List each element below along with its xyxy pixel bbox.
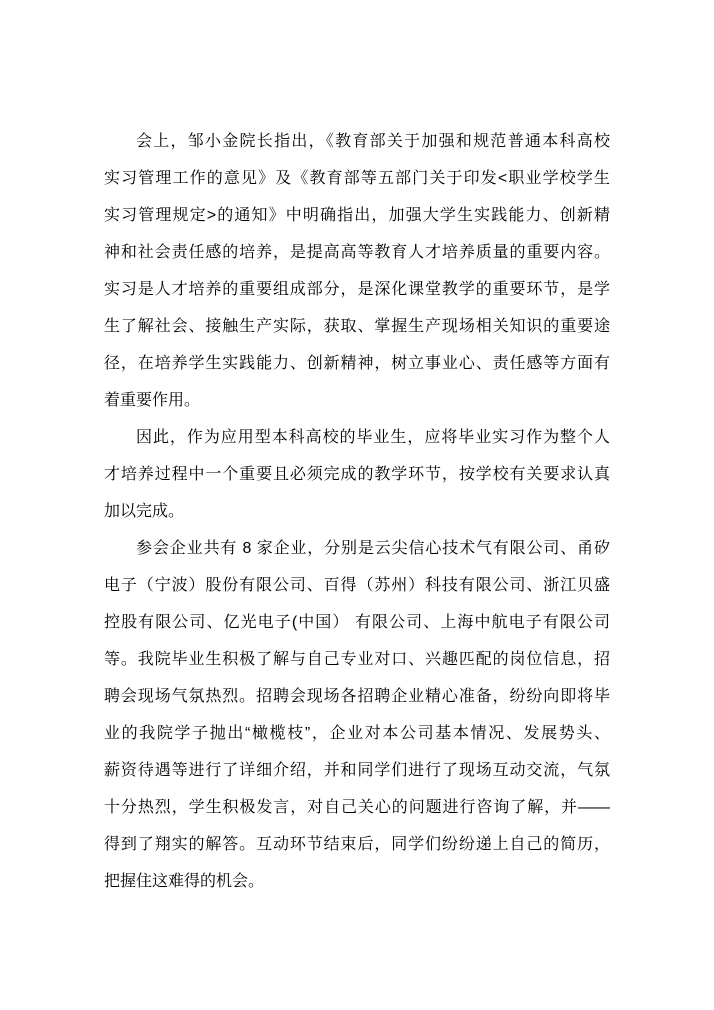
paragraph-graduate-requirement	[104, 419, 610, 530]
text-line: 着重要作用。	[104, 392, 201, 409]
page-content	[104, 123, 610, 900]
text-line: 十分热烈，学生积极发言，对自己关心的问题进行咨询了解，并——	[104, 799, 610, 816]
text-line: 实习是人才培养的重要组成部分，是深化课堂教学的重要环节，是学	[104, 281, 610, 298]
text-line: 把握住这难得的机会。	[104, 873, 265, 890]
text-line: 参会企业共有 8 家企业，分别是云尖信心技术气有限公司、甬矽	[136, 540, 610, 557]
text-line: 才培养过程中一个重要且必须完成的教学环节，按学校有关要求认真	[104, 466, 610, 483]
text-line: 会上，邹小金院长指出，《教育部关于加强和规范普通本科高校	[136, 133, 610, 150]
paragraph-intern-policy	[104, 123, 610, 419]
text-line: 等。我院毕业生积极了解与自己专业对口、兴趣匹配的岗位信息，招	[104, 651, 610, 668]
text-line: 因此，作为应用型本科高校的毕业生，应将毕业实习作为整个人	[136, 429, 610, 446]
text-line: 业的我院学子抛出“橄榄枝”，企业对本公司基本情况、发展势头、	[104, 725, 610, 742]
text-line: 加以完成。	[104, 503, 185, 520]
text-line: 控股有限公司、亿光电子(中国） 有限公司、上海中航电子有限公司	[104, 614, 610, 631]
text-line: 实习管理规定>的通知》中明确指出，加强大学生实践能力、创新精	[104, 207, 610, 224]
text-line: 神和社会责任感的培养，是提高高等教育人才培养质量的重要内容。	[104, 244, 610, 261]
text-line: 实习管理工作的意见》及《教育部等五部门关于印发<职业学校学生	[104, 170, 610, 187]
text-line: 生了解社会、接触生产实际，获取、掌握生产现场相关知识的重要途	[104, 318, 610, 335]
text-line: 径，在培养学生实践能力、创新精神，树立事业心、责任感等方面有	[104, 355, 610, 372]
text-line: 聘会现场气氛热烈。招聘会现场各招聘企业精心准备，纷纷向即将毕	[104, 688, 610, 705]
text-line: 薪资待遇等进行了详细介绍，并和同学们进行了现场互动交流，气氛	[104, 762, 610, 779]
paragraph-job-fair	[104, 530, 610, 900]
text-line: 得到了翔实的解答。互动环节结束后，同学们纷纷递上自己的简历，	[104, 836, 610, 853]
text-line: 电子（宁波）股份有限公司、百得（苏州）科技有限公司、浙江贝盛	[104, 577, 610, 594]
